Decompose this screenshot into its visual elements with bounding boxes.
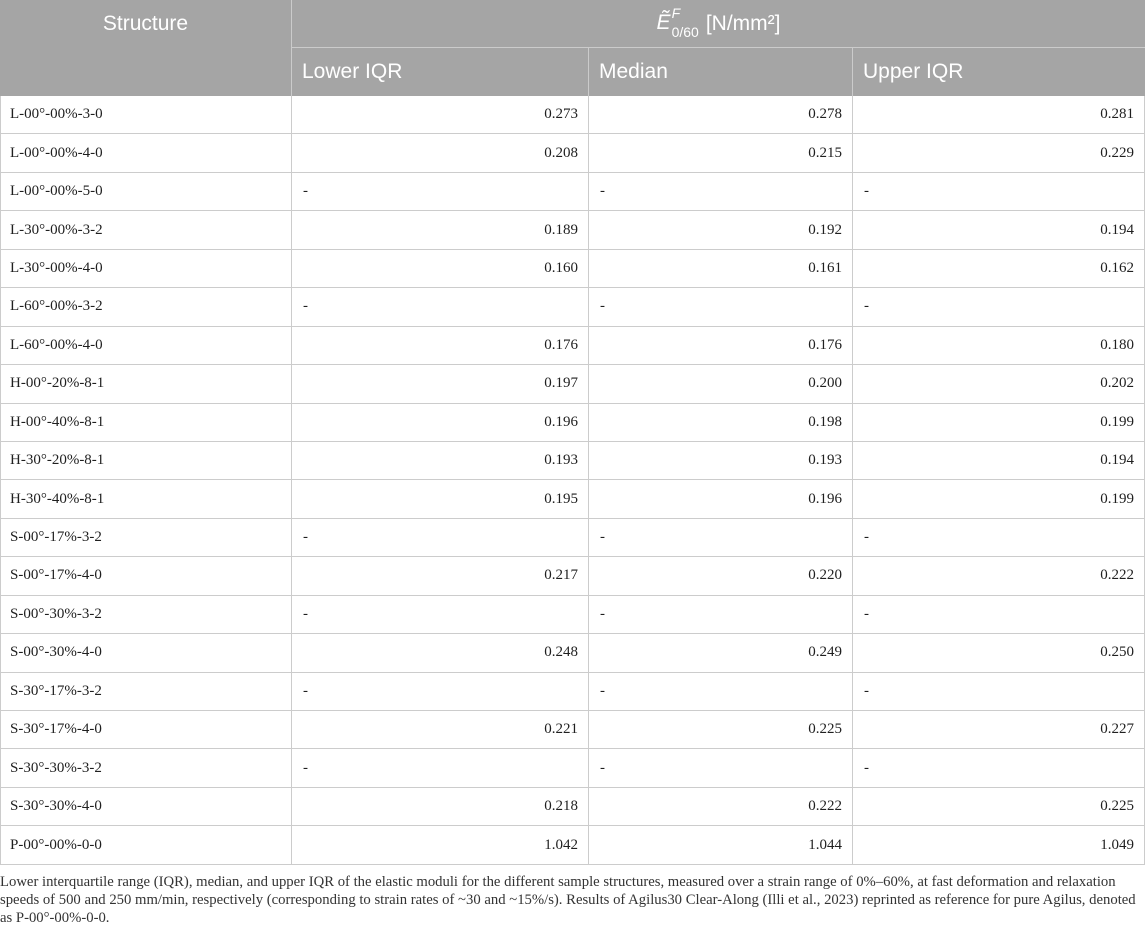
structure-cell: S-30°-30%-3-2 [0, 749, 292, 787]
table-row [0, 288, 1145, 326]
table-body [0, 96, 1145, 865]
lower-iqr-cell: 0.221 [292, 711, 589, 749]
lower-iqr-cell: 0.248 [292, 634, 589, 672]
structure-cell: H-00°-40%-8-1 [0, 404, 292, 442]
upper-iqr-cell: 0.227 [853, 711, 1145, 749]
lower-iqr-cell: 0.217 [292, 557, 589, 595]
table-row [0, 250, 1145, 288]
table-row [0, 826, 1145, 864]
structure-cell: L-60°-00%-3-2 [0, 288, 292, 326]
modulus-unit: [N/mm²] [705, 11, 781, 35]
median-cell: 0.198 [589, 404, 853, 442]
lower-iqr-cell: - [292, 673, 589, 711]
upper-iqr-cell: - [853, 749, 1145, 787]
table-header [0, 0, 1145, 96]
median-cell: - [589, 749, 853, 787]
lower-iqr-cell: 0.160 [292, 250, 589, 288]
table-row [0, 134, 1145, 172]
upper-iqr-cell: 0.229 [853, 134, 1145, 172]
structure-cell: S-00°-30%-3-2 [0, 596, 292, 634]
header-structure: Structure [0, 0, 292, 96]
upper-iqr-cell: 0.281 [853, 96, 1145, 134]
lower-iqr-cell: 0.273 [292, 96, 589, 134]
upper-iqr-cell: 0.162 [853, 250, 1145, 288]
upper-iqr-cell: 0.222 [853, 557, 1145, 595]
upper-iqr-cell: 0.199 [853, 404, 1145, 442]
structure-cell: L-00°-00%-3-0 [0, 96, 292, 134]
structure-cell: H-30°-20%-8-1 [0, 442, 292, 480]
lower-iqr-cell: - [292, 749, 589, 787]
table-row [0, 673, 1145, 711]
structure-cell: S-30°-30%-4-0 [0, 788, 292, 826]
median-cell: - [589, 673, 853, 711]
lower-iqr-cell: 1.042 [292, 826, 589, 864]
median-cell: - [589, 519, 853, 557]
structure-cell: P-00°-00%-0-0 [0, 826, 292, 864]
table-row [0, 749, 1145, 787]
modulus-subscript: 0/60 [671, 24, 699, 40]
table-row [0, 480, 1145, 518]
table-caption: Lower interquartile range (IQR), median, and upper IQR of the elastic moduli for the different sample structures, measured over a strain range of 0%–60%, at fast deformation and relaxation speeds of 500 and 250 mm/min, respectively (corresponding to strain rates of ~30 and ~15%/s). Results of Agilus30 Clear-Along (Illi et al., 2023) reprinted as reference for pure Agilus, denoted as P-00°-00%-0-0. [0, 874, 1136, 926]
upper-iqr-cell: 0.199 [853, 480, 1145, 518]
modulus-symbol: Ẽ [656, 11, 671, 35]
lower-iqr-cell: 0.197 [292, 365, 589, 403]
structure-cell: S-00°-17%-4-0 [0, 557, 292, 595]
lower-iqr-cell: 0.195 [292, 480, 589, 518]
header-modulus [292, 0, 1145, 48]
structure-cell: L-00°-00%-4-0 [0, 134, 292, 172]
lower-iqr-cell: - [292, 173, 589, 211]
upper-iqr-cell: 0.250 [853, 634, 1145, 672]
upper-iqr-cell: 0.194 [853, 211, 1145, 249]
structure-cell: H-00°-20%-8-1 [0, 365, 292, 403]
table-row [0, 365, 1145, 403]
table-row [0, 173, 1145, 211]
upper-iqr-cell: - [853, 519, 1145, 557]
table-row [0, 327, 1145, 365]
median-cell: 0.161 [589, 250, 853, 288]
table-row [0, 442, 1145, 480]
upper-iqr-cell: 0.194 [853, 442, 1145, 480]
structure-cell: L-30°-00%-3-2 [0, 211, 292, 249]
lower-iqr-cell: 0.176 [292, 327, 589, 365]
table-row [0, 596, 1145, 634]
upper-iqr-cell: - [853, 596, 1145, 634]
table-row [0, 634, 1145, 672]
structure-cell: L-00°-00%-5-0 [0, 173, 292, 211]
modulus-scripts [672, 5, 699, 40]
table-row [0, 711, 1145, 749]
upper-iqr-cell: - [853, 173, 1145, 211]
structure-cell: S-00°-17%-3-2 [0, 519, 292, 557]
median-cell: 0.176 [589, 327, 853, 365]
lower-iqr-cell: - [292, 519, 589, 557]
upper-iqr-cell: 0.180 [853, 327, 1145, 365]
structure-cell: S-00°-30%-4-0 [0, 634, 292, 672]
structure-cell: S-30°-17%-4-0 [0, 711, 292, 749]
median-cell: - [589, 288, 853, 326]
lower-iqr-cell: 0.218 [292, 788, 589, 826]
modulus-symbol-group [657, 6, 699, 41]
lower-iqr-cell: 0.193 [292, 442, 589, 480]
lower-iqr-cell: 0.189 [292, 211, 589, 249]
median-cell: 1.044 [589, 826, 853, 864]
lower-iqr-cell: - [292, 596, 589, 634]
upper-iqr-cell: - [853, 673, 1145, 711]
lower-iqr-cell: - [292, 288, 589, 326]
lower-iqr-cell: 0.196 [292, 404, 589, 442]
median-cell: 0.200 [589, 365, 853, 403]
median-cell: 0.220 [589, 557, 853, 595]
header-median: Median [589, 48, 853, 96]
structure-cell: H-30°-40%-8-1 [0, 480, 292, 518]
upper-iqr-cell: 0.225 [853, 788, 1145, 826]
structure-cell: L-60°-00%-4-0 [0, 327, 292, 365]
modulus-superscript: F [671, 5, 681, 21]
median-cell: - [589, 173, 853, 211]
structure-cell: S-30°-17%-3-2 [0, 673, 292, 711]
median-cell: 0.192 [589, 211, 853, 249]
table-row [0, 788, 1145, 826]
median-cell: 0.278 [589, 96, 853, 134]
median-cell: 0.196 [589, 480, 853, 518]
median-cell: 0.193 [589, 442, 853, 480]
median-cell: 0.222 [589, 788, 853, 826]
table-row [0, 404, 1145, 442]
upper-iqr-cell: - [853, 288, 1145, 326]
median-cell: 0.215 [589, 134, 853, 172]
median-cell: 0.249 [589, 634, 853, 672]
upper-iqr-cell: 0.202 [853, 365, 1145, 403]
median-cell: - [589, 596, 853, 634]
median-cell: 0.225 [589, 711, 853, 749]
table-row [0, 557, 1145, 595]
lower-iqr-cell: 0.208 [292, 134, 589, 172]
structure-cell: L-30°-00%-4-0 [0, 250, 292, 288]
header-lower-iqr: Lower IQR [292, 48, 589, 96]
upper-iqr-cell: 1.049 [853, 826, 1145, 864]
header-row [0, 0, 1145, 48]
header-upper-iqr: Upper IQR [853, 48, 1145, 96]
table-row [0, 211, 1145, 249]
table-row [0, 96, 1145, 134]
table-row [0, 519, 1145, 557]
